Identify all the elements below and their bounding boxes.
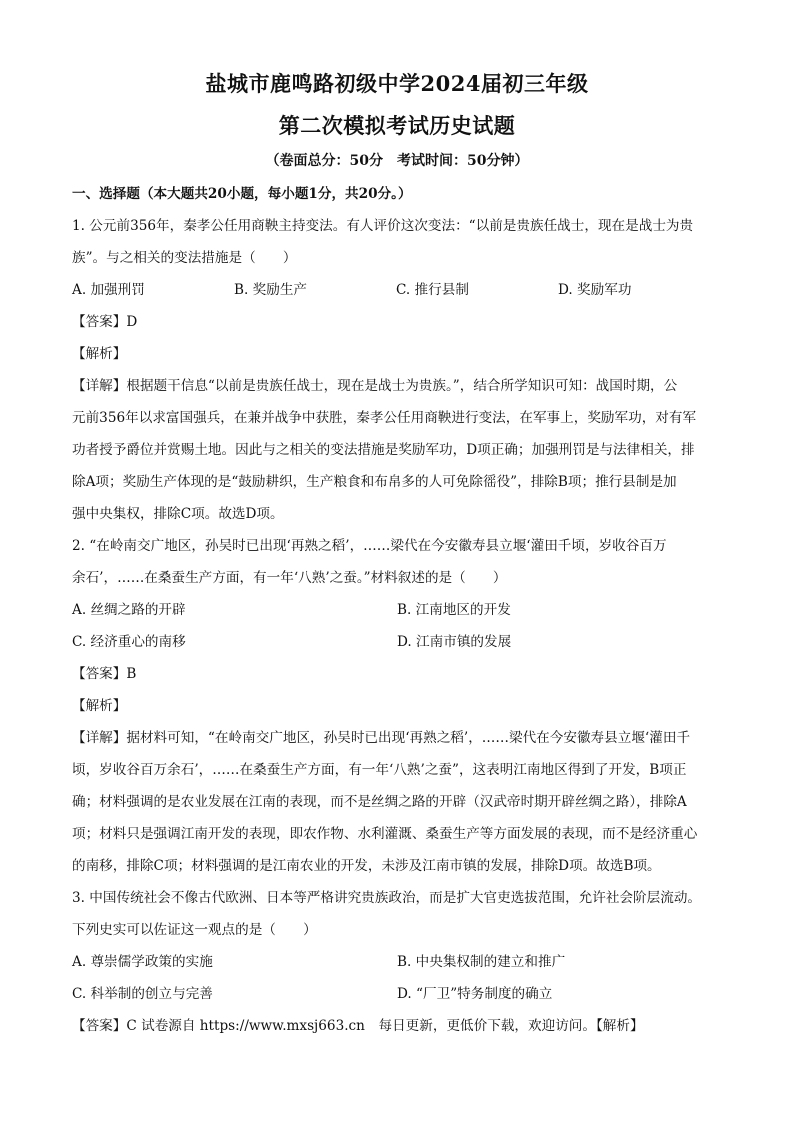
source-note: 试卷源自 https://www.mxsj663.cn 每日更新，更低价下载，欢迎访问。 — [141, 1018, 596, 1034]
analysis-label: 【解析】 — [72, 346, 127, 362]
question-2 — [72, 530, 722, 882]
option-c: C. 经济重心的南移 — [72, 634, 186, 650]
detail-line: 【详解】根据题干信息“以前是贵族任战士，现在是战士为贵族。”，结合所学知识可知：战国时期，公 — [72, 378, 678, 394]
exam-content — [72, 178, 722, 1042]
option-d: D. “厂卫”特务制度的确立 — [397, 986, 553, 1002]
section-heading: 一、选择题（本大题共20小题，每小题1分，共20分。） — [72, 186, 412, 202]
answer-line — [72, 1010, 722, 1042]
exam-info: （卷面总分：50分 考试时间：50分钟） — [265, 153, 529, 169]
question-3-text-line: 3. 中国传统社会不像古代欧洲、日本等严格讲究贵族政治，而是扩大官吏选拔范围，允许社会阶层流动。 — [72, 890, 702, 906]
question-1-options — [72, 274, 722, 306]
answer-label: 【答案】D — [72, 314, 138, 330]
page-subtitle-title: 第二次模拟考试历史试题 — [278, 113, 516, 138]
option-b: B. 奖励生产 — [234, 282, 308, 298]
analysis-label: 【解析】 — [72, 698, 127, 714]
option-a: A. 丝绸之路的开辟 — [72, 602, 186, 618]
answer-label: 【答案】C — [72, 1018, 137, 1034]
question-2-text-line: 2. “在岭南交广地区，孙吴时已出现‘再熟之稻’，……梁代在今安徽寿县立堰‘灌田千顷，岁收谷百万 — [72, 538, 667, 554]
option-a: A. 尊崇儒学政策的实施 — [72, 954, 213, 970]
option-a: A. 加强刑罚 — [72, 282, 145, 298]
detail-line: 强中央集权，排除C项。故选D项。 — [72, 506, 284, 522]
detail-line: 除A项；奖励生产体现的是“鼓励耕织，生产粮食和布帛多的人可免除徭役”，排除B项；推行县制是加 — [72, 474, 677, 490]
option-d: D. 江南市镇的发展 — [397, 634, 512, 650]
detail-line: 确；材料强调的是农业发展在江南的表现，而不是丝绸之路的开辟（汉武帝时期开辟丝绸之路），排除A — [72, 794, 687, 810]
question-2-options-row — [72, 626, 722, 658]
question-3-options-row — [72, 978, 722, 1010]
detail-line: 的南移，排除C项；材料强调的是江南农业的开发，未涉及江南市镇的发展，排除D项。故选B项。 — [72, 858, 661, 874]
question-1 — [72, 210, 722, 530]
page-title: 盐城市鹿鸣路初级中学2024届初三年级 — [205, 71, 589, 96]
analysis-label: 【解析】 — [596, 1018, 644, 1034]
question-1-text-line: 族”。与之相关的变法措施是（ ） — [72, 250, 297, 266]
option-b: B. 江南地区的开发 — [397, 602, 511, 618]
question-3 — [72, 882, 722, 1042]
detail-line: 元前356年以求富国强兵，在兼并战争中获胜，秦孝公任用商鞅进行变法，在军事上，奖励军功，对有军 — [72, 410, 697, 426]
detail-line: 【详解】据材料可知，“在岭南交广地区，孙吴时已出现‘再熟之稻’，……梁代在今安徽寿县立堰‘灌田千 — [72, 730, 691, 746]
detail-line: 项；材料只是强调江南开发的表现，即农作物、水利灌溉、桑蚕生产等方面发展的表现，而不是经济重心 — [72, 826, 698, 842]
detail-line: 顷，岁收谷百万余石’，……在桑蚕生产方面，有一年‘八熟’之蚕”，这表明江南地区得到了开发，B项正 — [72, 762, 687, 778]
question-2-options-row — [72, 594, 722, 626]
option-c: C. 科举制的创立与完善 — [72, 986, 213, 1002]
question-3-text-line: 下列史实可以佐证这一观点的是（ ） — [72, 922, 317, 938]
option-d: D. 奖励军功 — [558, 282, 632, 298]
question-3-options-row — [72, 946, 722, 978]
answer-label: 【答案】B — [72, 666, 137, 682]
option-c: C. 推行县制 — [396, 282, 469, 298]
option-b: B. 中央集权制的建立和推广 — [397, 954, 566, 970]
question-1-text-line: 1. 公元前356年，秦孝公任用商鞅主持变法。有人评价这次变法：“以前是贵族任战士，现在是战士为贵 — [72, 218, 694, 234]
detail-line: 功者授予爵位并赏赐土地。因此与之相关的变法措施是奖励军功，D项正确；加强刑罚是与法律相关，排 — [72, 442, 695, 458]
question-2-text-line: 余石’，……在桑蚕生产方面，有一年‘八熟’之蚕。”材料叙述的是（ ） — [72, 570, 507, 586]
